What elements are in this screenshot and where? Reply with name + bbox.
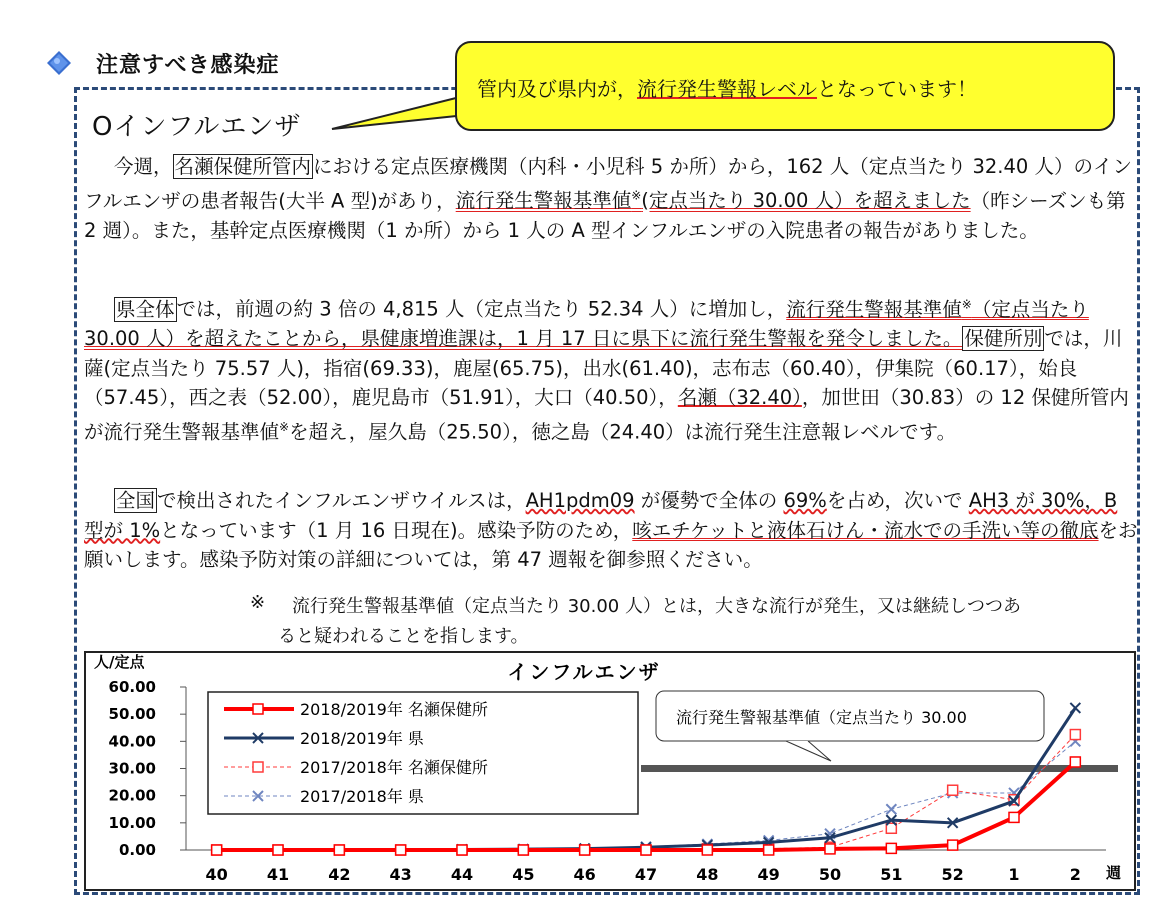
paragraph-local bbox=[84, 152, 1140, 245]
p3-text-3: を占め，次いで bbox=[826, 489, 969, 512]
p2-text-2: では，川薩(定点当たり 75.57 人)，指宿(69.33)，鹿屋(65.75)，出水(61.40)，志布志（60.40），伊集院（60.17），始良（57.45），西之表（52.00），鹿児島市（51.91），大口（40.50）， bbox=[84, 327, 1123, 409]
data-point bbox=[580, 845, 590, 855]
y-tick-label: 10.00 bbox=[108, 813, 156, 832]
p3-text-2: が優勢で全体の bbox=[634, 489, 784, 512]
p1-text-2: （昨シーズンも第 2 週）。また，基幹定点医療機関（1 か所）から 1 人の A 型インフルエンザの入院患者の報告がありました。 bbox=[84, 189, 1126, 242]
data-point bbox=[457, 845, 467, 855]
note-mark: ※ bbox=[250, 592, 266, 613]
chart-title: インフルエンザ bbox=[507, 660, 661, 684]
p1-underlined-threshold bbox=[456, 189, 971, 212]
note-line-1: 流行発生警報基準値（定点当たり 30.00 人）とは，大きな流行が発生，又は継続しつつあ bbox=[292, 596, 1021, 617]
callout-pre: 管内及び県内が， bbox=[477, 77, 637, 101]
x-tick-label: 46 bbox=[573, 865, 596, 884]
threshold-label-pointer bbox=[786, 741, 831, 761]
p3-percent: 69% bbox=[783, 489, 827, 512]
data-point bbox=[1070, 730, 1080, 740]
section-heading: 注意すべき感染症 bbox=[96, 53, 280, 78]
p3-text-5: をお願いします。感染予防対策の詳細については，第 47 週報を御参照ください。 bbox=[84, 518, 1138, 571]
legend-label: 2018/2019年 名瀬保健所 bbox=[300, 700, 488, 719]
data-point bbox=[1070, 757, 1080, 767]
data-point bbox=[825, 844, 835, 854]
p1-text-0: 今週， bbox=[114, 155, 173, 178]
p1-threshold-label: 流行発生警報基準値 bbox=[455, 189, 632, 212]
p3-text-1: で検出されたインフルエンザウイルスは， bbox=[157, 489, 526, 512]
legend-marker bbox=[253, 762, 263, 772]
x-tick-label: 43 bbox=[389, 865, 412, 884]
y-tick-label: 50.00 bbox=[108, 705, 156, 724]
x-tick-label: 1 bbox=[1008, 865, 1020, 884]
p1-text-1: における定点医療機関（内科・小児科 5 か所）から，162 人（定点当たり 32.40 人）のインフルエンザの患者報告(大半 A 型)があり， bbox=[84, 155, 1132, 212]
legend-label: 2017/2018年 県 bbox=[300, 787, 424, 806]
p1-note-mark: ※ bbox=[631, 188, 642, 203]
influenza-chart bbox=[84, 651, 1136, 891]
p2-text-3: ，加世田（30.83）の 12 保健所管内が流行発生警報基準値 bbox=[84, 386, 1129, 443]
paragraph-prefecture bbox=[84, 290, 1140, 447]
y-tick-label: 30.00 bbox=[108, 759, 156, 778]
callout-highlight: 流行発生警報レベル bbox=[637, 77, 817, 101]
legend-label: 2018/2019年 県 bbox=[300, 729, 424, 748]
y-tick-label: 40.00 bbox=[108, 732, 156, 751]
paragraph-national bbox=[84, 486, 1140, 575]
x-tick-label: 51 bbox=[880, 865, 903, 884]
x-tick-label: 48 bbox=[696, 865, 719, 884]
p2-text-4: を超え，屋久島（25.50），徳之島（24.40）は流行発生注意報レベルです。 bbox=[289, 420, 957, 443]
data-point bbox=[764, 845, 774, 855]
p2-warning-text: （定点当たり 30.00 人）を超えたことから，県健康増進課は，1 月 17 日に県下に流行発生警報を発令しました。 bbox=[84, 297, 1089, 350]
p3-text-4: となっています（1 月 16 日現在)。感染予防のため， bbox=[160, 518, 633, 542]
x-tick-label: 45 bbox=[512, 865, 535, 884]
x-tick-label: 40 bbox=[205, 865, 228, 884]
p3-strain-others: AH3 が 30%，B 型が 1% bbox=[84, 489, 1118, 542]
bullet-icon bbox=[46, 50, 72, 76]
y-tick-label: 0.00 bbox=[118, 841, 156, 859]
p2-naze-value: 名瀬（32.40） bbox=[677, 386, 802, 409]
x-axis-label: 週 bbox=[1106, 864, 1122, 882]
p2-note-mark: ※ bbox=[961, 297, 972, 311]
data-point bbox=[334, 845, 344, 855]
x-tick-label: 44 bbox=[450, 865, 474, 884]
p1-boxed-area: 名瀬保健所管内 bbox=[174, 155, 312, 178]
p1-threshold-value: (定点当たり 30.00 人）を超えました bbox=[641, 189, 971, 212]
data-point bbox=[886, 843, 896, 853]
p2-threshold-label: 流行発生警報基準値 bbox=[786, 297, 962, 321]
x-tick-label: 41 bbox=[266, 865, 290, 884]
x-tick-label: 47 bbox=[634, 865, 658, 884]
x-tick-label: 49 bbox=[757, 865, 780, 884]
p2-boxed-by-office: 保健所別 bbox=[964, 327, 1043, 350]
data-point bbox=[1070, 703, 1080, 713]
p2-text-1: では，前週の約 3 倍の 4,815 人（定点当たり 52.34 人）に増加し， bbox=[176, 297, 787, 321]
data-point bbox=[273, 845, 283, 855]
x-tick-label: 50 bbox=[818, 865, 842, 884]
p2-note-mark-2: ※ bbox=[279, 419, 290, 434]
chart-svg bbox=[86, 653, 1134, 889]
note-line-2: ると疑われることを指します。 bbox=[278, 626, 529, 647]
x-tick-label: 42 bbox=[328, 865, 351, 884]
callout-post: となっています！ bbox=[817, 77, 977, 101]
data-point bbox=[702, 845, 712, 855]
y-tick-label: 60.00 bbox=[108, 678, 156, 696]
x-tick-label: 2 bbox=[1069, 865, 1081, 884]
alert-callout bbox=[455, 41, 1115, 131]
threshold-label: 流行発生警報基準値（定点当たり 30.00 bbox=[676, 708, 967, 727]
p3-boxed-national: 全国 bbox=[116, 489, 156, 512]
data-point bbox=[641, 845, 651, 855]
data-point bbox=[396, 845, 406, 855]
p3-strain-h1: AH1pdm09 bbox=[525, 489, 635, 512]
data-point bbox=[212, 845, 222, 855]
y-tick-label: 20.00 bbox=[108, 786, 156, 805]
legend-label: 2017/2018年 名瀬保健所 bbox=[300, 758, 488, 777]
y-axis-label: 人/定点 bbox=[94, 653, 145, 671]
data-point bbox=[1009, 812, 1019, 822]
callout-pointer bbox=[320, 95, 470, 135]
legend-marker bbox=[253, 704, 263, 714]
x-tick-label: 52 bbox=[941, 865, 964, 884]
disease-title: Oインフルエンザ bbox=[92, 112, 302, 142]
data-point bbox=[948, 785, 958, 795]
data-point bbox=[518, 845, 528, 855]
data-point bbox=[948, 840, 958, 850]
data-point bbox=[886, 804, 896, 814]
p2-boxed-prefecture: 県全体 bbox=[116, 297, 175, 321]
p3-prevention: 咳エチケットと液体石けん・流水での手洗い等の徹底 bbox=[632, 518, 1099, 542]
